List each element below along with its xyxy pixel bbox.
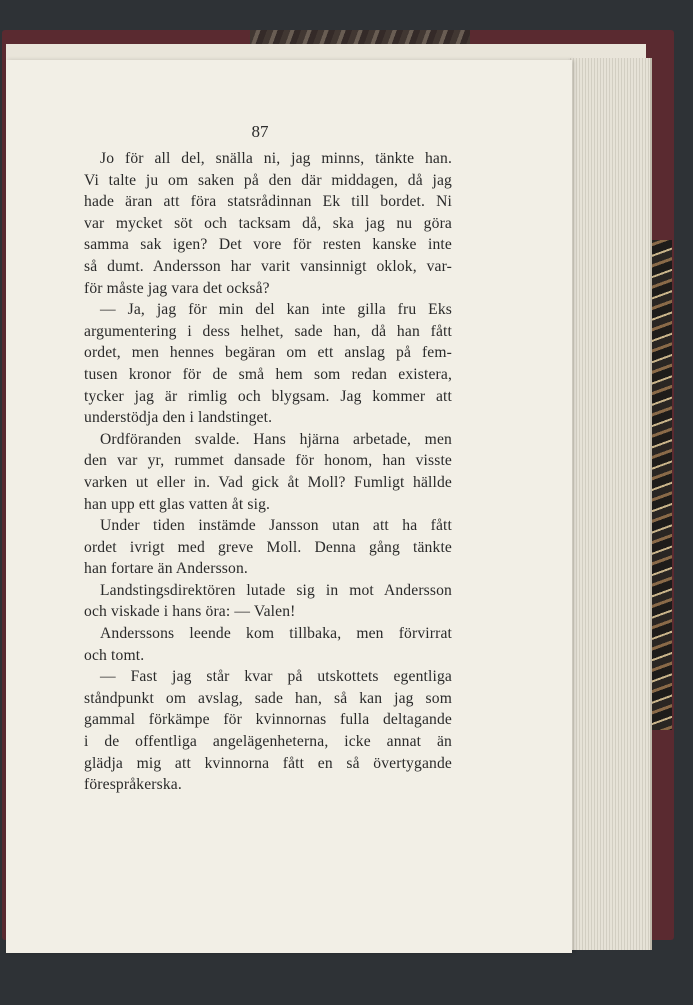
text-line: tycker jag är rimlig och blygsam. Jag kommer att <box>84 387 452 405</box>
page-number: 87 <box>251 122 269 141</box>
body-text <box>84 148 452 796</box>
text-line: — Fast jag står kvar på utskottets egentliga <box>100 668 452 686</box>
text-line: så dumt. Andersson har varit vansinnigt oklok, var- <box>84 257 452 275</box>
text-line: samma sak igen? Det vore för resten kanske inte <box>84 236 452 254</box>
text-line: den var yr, rummet dansade för honom, han visste <box>84 452 452 470</box>
text-line: tusen kronor för de små hem som redan existera, <box>84 365 452 383</box>
text-line: och tomt. <box>84 646 145 664</box>
text-line: Ordföranden svalde. Hans hjärna arbetade, men <box>100 430 452 448</box>
text-line: argumentering i dess helhet, sade han, då han fått <box>84 322 452 340</box>
paragraph <box>84 666 452 796</box>
text-line: i de offentliga angelägenheterna, icke annat än <box>84 733 452 751</box>
text-line: Landstingsdirektören lutade sig in mot Andersson <box>100 581 452 599</box>
text-line: ordet, men hennes begäran om ett anslag på fem- <box>84 344 452 362</box>
text-line: var mycket söt och tacksam då, ska jag nu göra <box>84 214 452 232</box>
text-line: Under tiden instämde Jansson utan att ha fått <box>100 517 452 535</box>
text-line: hade äran att föra statsrådinnan Ek till bordet. Ni <box>84 193 452 211</box>
text-line: varken ut eller in. Vad gick åt Moll? Fumligt hällde <box>84 473 452 491</box>
text-line: förespråkerska. <box>84 776 182 794</box>
text-line: gammal förkämpe för kvinnornas fulla deltagande <box>84 711 452 729</box>
text-line: han fortare än Andersson. <box>84 560 248 578</box>
text-line: glädja mig att kvinnorna fått en så övertygande <box>84 754 452 772</box>
text-line: och viskade i hans öra: — Valen! <box>84 603 296 621</box>
text-line: Anderssons leende kom tillbaka, men förvirrat <box>100 625 452 643</box>
paragraph <box>84 148 452 299</box>
text-line: han upp ett glas vatten åt sig. <box>84 495 271 513</box>
page-block-edge <box>568 58 652 950</box>
paragraph <box>84 299 452 429</box>
paragraph <box>84 580 452 623</box>
text-line: — Ja, jag för min del kan inte gilla fru Eks <box>100 301 452 319</box>
text-line: ordet ivrigt med greve Moll. Denna gång tänkte <box>84 538 452 556</box>
text-line: för måste jag vara det också? <box>84 279 270 297</box>
text-line: Vi talte ju om saken på den där middagen, då jag <box>84 171 452 189</box>
paragraph <box>84 429 452 515</box>
text-line: understödja den i landstinget. <box>84 409 273 427</box>
paragraph <box>84 515 452 580</box>
text-line: Jo för all del, snälla ni, jag minns, tänkte han. <box>100 150 452 167</box>
paragraph <box>84 623 452 666</box>
text-line: ståndpunkt om avslag, sade han, så kan jag som <box>84 689 452 707</box>
